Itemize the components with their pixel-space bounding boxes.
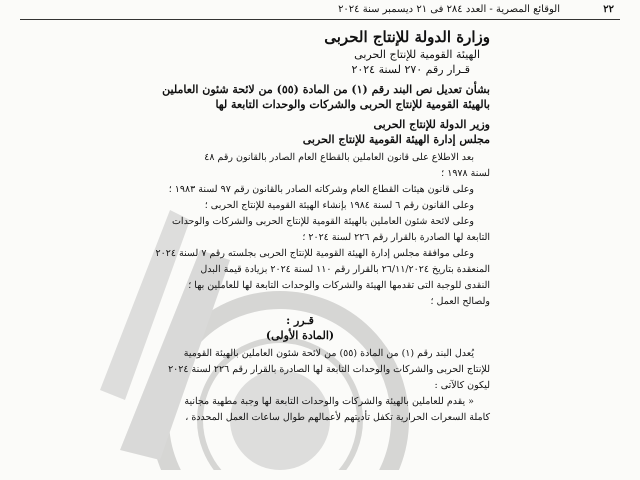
article-line: ليكون كالآتى :	[434, 380, 490, 391]
decree-body	[110, 28, 490, 426]
article-title: (المادة الأولى)	[265, 329, 335, 342]
preamble-line: وعلى موافقة مجلس إدارة الهيئة القومية للإنتاج الحربى بجلسته رقم ٧ لسنة ٢٠٢٤	[155, 248, 474, 259]
preamble-line: التابعة لها الصادرة بالقرار رقم ٢٢٦ لسنة ٢٠٢٤ ؛	[302, 232, 490, 243]
preamble-line: وعلى لائحة شئون العاملين بالهيئة القومية للإنتاج الحربى والشركات والوحدات	[171, 216, 474, 227]
decree-subject	[110, 82, 490, 112]
issuer-minister: وزير الدولة للإنتاج الحربى	[373, 118, 490, 131]
subject-line: بشأن تعديل نص البند رقم (١) من المادة (٥٥) من لائحة شئون العاملين	[162, 83, 490, 96]
header-divider	[20, 19, 620, 20]
ministry-title: وزارة الدولة للإنتاج الحربى	[324, 28, 490, 46]
preamble-line: وعلى القانون رقم ٦ لسنة ١٩٨٤ بإنشاء الهيئة القومية للإنتاج الحربى ؛	[204, 200, 474, 211]
decree-number: قـرار رقم ٢٧٠ لسنة ٢٠٢٤	[351, 63, 470, 76]
subject-line: بالهيئة القومية للإنتاج الحربى والشركات والوحدات التابعة لها	[215, 98, 490, 111]
preamble	[110, 150, 490, 310]
article-line: كاملة السعرات الحرارية تكفل تأديتهم لأعمالهم طوال ساعات العمل المحددة ،	[185, 412, 490, 423]
issuer-board: مجلس إدارة الهيئة القومية للإنتاج الحربى	[302, 133, 490, 146]
decision-heading: قـرر :	[286, 314, 314, 327]
article-text	[110, 346, 490, 426]
authority-title: الهيئة القومية للإنتاج الحربى	[354, 48, 480, 61]
gazette-title: الوقائع المصرية - العدد ٢٨٤ فى ٢١ ديسمبر سنة ٢٠٢٤	[338, 4, 560, 15]
article-line: للإنتاج الحربى والشركات والوحدات التابعة لها الصادرة بالقرار رقم ٢٢٦ لسنة ٢٠٢٤	[168, 364, 490, 375]
preamble-line: ولصالح العمل ؛	[430, 296, 490, 307]
article-line: « يقدم للعاملين بالهيئة والشركات والوحدات التابعة لها وجبة مطهية مجانية	[184, 396, 474, 407]
preamble-line: بعد الاطلاع على قانون العاملين بالقطاع العام الصادر بالقانون رقم ٤٨	[204, 152, 474, 163]
preamble-line: وعلى قانون هيئات القطاع العام وشركاته الصادر بالقانون رقم ٩٧ لسنة ١٩٨٣ ؛	[168, 184, 474, 195]
preamble-line: المنعقدة بتاريخ ٢٦/١١/٢٠٢٤ بالقرار رقم ١١٠ لسنة ٢٠٢٤ بزيادة قيمة البدل	[200, 264, 490, 275]
page-number: ٢٢	[603, 4, 614, 15]
article-line: يُعدل البند رقم (١) من المادة (٥٥) من لائحة شئون العاملين بالهيئة القومية	[183, 348, 474, 359]
page-header	[20, 4, 620, 20]
preamble-line: لسنة ١٩٧٨ ؛	[441, 168, 490, 179]
preamble-line: النقدى للوجبة التى تقدمها الهيئة والشركات والوحدات التابعة لها للعاملين بها ؛	[188, 280, 490, 291]
